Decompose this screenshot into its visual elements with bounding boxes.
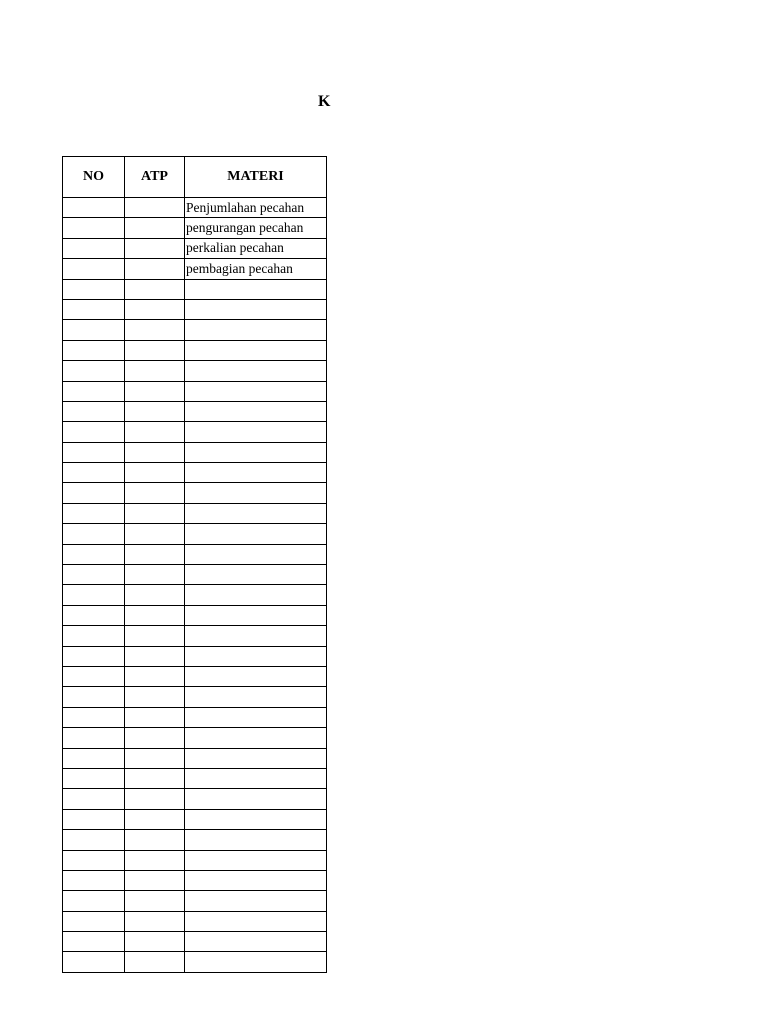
cell-materi[interactable] <box>185 361 327 381</box>
cell-no[interactable] <box>63 830 125 850</box>
cell-materi[interactable] <box>185 789 327 809</box>
table-row <box>63 932 327 952</box>
table-row <box>63 952 327 972</box>
cell-no[interactable] <box>63 238 125 258</box>
cell-no[interactable] <box>63 728 125 748</box>
cell-no[interactable] <box>63 340 125 360</box>
cell-atp[interactable] <box>125 830 185 850</box>
cell-atp[interactable] <box>125 259 185 279</box>
cell-no[interactable] <box>63 687 125 707</box>
cell-atp[interactable] <box>125 809 185 829</box>
cell-atp[interactable] <box>125 646 185 666</box>
table-row <box>63 524 327 544</box>
cell-atp[interactable] <box>125 340 185 360</box>
cell-no[interactable] <box>63 850 125 870</box>
cell-no[interactable] <box>63 218 125 238</box>
cell-materi[interactable] <box>185 483 327 503</box>
cell-atp[interactable] <box>125 870 185 890</box>
table-row <box>63 340 327 360</box>
cell-materi[interactable] <box>185 952 327 972</box>
table-row <box>63 830 327 850</box>
cell-no[interactable] <box>63 891 125 911</box>
cell-materi[interactable] <box>185 932 327 952</box>
cell-no[interactable] <box>63 768 125 788</box>
table-row <box>63 279 327 299</box>
cell-materi[interactable]: pembagian pecahan <box>185 259 327 279</box>
cell-materi[interactable] <box>185 565 327 585</box>
cell-atp[interactable] <box>125 320 185 340</box>
cell-materi[interactable] <box>185 748 327 768</box>
cell-materi[interactable]: Penjumlahan pecahan <box>185 198 327 218</box>
cell-no[interactable] <box>63 585 125 605</box>
cell-no[interactable] <box>63 524 125 544</box>
cell-atp[interactable] <box>125 198 185 218</box>
cell-no[interactable] <box>63 666 125 686</box>
cell-no[interactable] <box>63 259 125 279</box>
cell-materi[interactable] <box>185 728 327 748</box>
cell-materi[interactable] <box>185 687 327 707</box>
table-row <box>63 911 327 931</box>
cell-atp[interactable] <box>125 789 185 809</box>
cell-atp[interactable] <box>125 401 185 421</box>
table-row <box>63 218 327 238</box>
cell-atp[interactable] <box>125 605 185 625</box>
cell-atp[interactable] <box>125 238 185 258</box>
table-row <box>63 626 327 646</box>
cell-no[interactable] <box>63 442 125 462</box>
cell-atp[interactable] <box>125 707 185 727</box>
table-row <box>63 565 327 585</box>
cell-materi[interactable] <box>185 891 327 911</box>
cell-materi[interactable] <box>185 850 327 870</box>
table-row <box>63 544 327 564</box>
cell-materi[interactable] <box>185 707 327 727</box>
cell-materi[interactable] <box>185 830 327 850</box>
table-header-row <box>63 157 327 198</box>
cell-atp[interactable] <box>125 728 185 748</box>
cell-materi[interactable] <box>185 442 327 462</box>
cell-no[interactable] <box>63 361 125 381</box>
cell-no[interactable] <box>63 626 125 646</box>
cell-materi[interactable] <box>185 340 327 360</box>
table-row <box>63 503 327 523</box>
cell-atp[interactable] <box>125 463 185 483</box>
cell-atp[interactable] <box>125 442 185 462</box>
cell-materi[interactable] <box>185 870 327 890</box>
table-row <box>63 768 327 788</box>
cell-no[interactable] <box>63 544 125 564</box>
cell-atp[interactable] <box>125 687 185 707</box>
cell-no[interactable] <box>63 381 125 401</box>
table-row <box>63 320 327 340</box>
cell-materi[interactable] <box>185 911 327 931</box>
cell-materi[interactable] <box>185 544 327 564</box>
table-row <box>63 401 327 421</box>
cell-no[interactable] <box>63 279 125 299</box>
cell-materi[interactable] <box>185 320 327 340</box>
cell-no[interactable] <box>63 463 125 483</box>
cell-no[interactable] <box>63 605 125 625</box>
cell-materi[interactable] <box>185 666 327 686</box>
table-row <box>63 422 327 442</box>
cell-materi[interactable] <box>185 585 327 605</box>
cell-atp[interactable] <box>125 850 185 870</box>
cell-atp[interactable] <box>125 483 185 503</box>
table-row <box>63 728 327 748</box>
table-row <box>63 870 327 890</box>
table-row <box>63 850 327 870</box>
table-row <box>63 361 327 381</box>
cell-atp[interactable] <box>125 544 185 564</box>
cell-no[interactable] <box>63 646 125 666</box>
table-row <box>63 198 327 218</box>
cell-materi[interactable]: pengurangan pecahan <box>185 218 327 238</box>
table-body <box>63 198 327 973</box>
table-row <box>63 748 327 768</box>
cell-atp[interactable] <box>125 911 185 931</box>
cell-no[interactable] <box>63 932 125 952</box>
cell-no[interactable] <box>63 952 125 972</box>
table-row <box>63 666 327 686</box>
cell-materi[interactable] <box>185 279 327 299</box>
table-row <box>63 238 327 258</box>
table-row <box>63 707 327 727</box>
table-row <box>63 809 327 829</box>
column-header-no: NO <box>63 157 125 198</box>
table-row <box>63 687 327 707</box>
cell-atp[interactable] <box>125 381 185 401</box>
page-title: K <box>318 93 331 110</box>
cell-atp[interactable] <box>125 299 185 319</box>
cell-atp[interactable] <box>125 585 185 605</box>
cell-atp[interactable] <box>125 748 185 768</box>
cell-materi[interactable] <box>185 646 327 666</box>
cell-atp[interactable] <box>125 626 185 646</box>
cell-no[interactable] <box>63 320 125 340</box>
cell-materi[interactable] <box>185 503 327 523</box>
cell-no[interactable] <box>63 789 125 809</box>
cell-atp[interactable] <box>125 768 185 788</box>
cell-no[interactable] <box>63 503 125 523</box>
cell-atp[interactable] <box>125 279 185 299</box>
table-row <box>63 585 327 605</box>
cell-atp[interactable] <box>125 565 185 585</box>
table-row <box>63 605 327 625</box>
cell-no[interactable] <box>63 483 125 503</box>
cell-atp[interactable] <box>125 361 185 381</box>
table-row <box>63 483 327 503</box>
column-header-materi: MATERI <box>185 157 327 198</box>
cell-materi[interactable] <box>185 381 327 401</box>
cell-materi[interactable] <box>185 422 327 442</box>
cell-atp[interactable] <box>125 932 185 952</box>
table-row <box>63 891 327 911</box>
table-row <box>63 381 327 401</box>
cell-materi[interactable] <box>185 401 327 421</box>
cell-no[interactable] <box>63 748 125 768</box>
cell-no[interactable] <box>63 401 125 421</box>
cell-no[interactable] <box>63 809 125 829</box>
cell-materi[interactable] <box>185 299 327 319</box>
cell-atp[interactable] <box>125 524 185 544</box>
table-row <box>63 789 327 809</box>
cell-no[interactable] <box>63 299 125 319</box>
cell-atp[interactable] <box>125 503 185 523</box>
cell-materi[interactable] <box>185 768 327 788</box>
table-row <box>63 646 327 666</box>
cell-atp[interactable] <box>125 666 185 686</box>
cell-atp[interactable] <box>125 218 185 238</box>
cell-materi[interactable]: perkalian pecahan <box>185 238 327 258</box>
cell-materi[interactable] <box>185 605 327 625</box>
cell-atp[interactable] <box>125 422 185 442</box>
cell-atp[interactable] <box>125 891 185 911</box>
column-header-atp: ATP <box>125 157 185 198</box>
table-row <box>63 259 327 279</box>
table-row <box>63 463 327 483</box>
cell-no[interactable] <box>63 707 125 727</box>
cell-no[interactable] <box>63 870 125 890</box>
cell-no[interactable] <box>63 565 125 585</box>
cell-no[interactable] <box>63 198 125 218</box>
cell-atp[interactable] <box>125 952 185 972</box>
cell-no[interactable] <box>63 911 125 931</box>
cell-materi[interactable] <box>185 524 327 544</box>
cell-materi[interactable] <box>185 809 327 829</box>
cell-materi[interactable] <box>185 463 327 483</box>
table-row <box>63 299 327 319</box>
cell-materi[interactable] <box>185 626 327 646</box>
table-row <box>63 442 327 462</box>
materi-table <box>62 156 327 973</box>
cell-no[interactable] <box>63 422 125 442</box>
